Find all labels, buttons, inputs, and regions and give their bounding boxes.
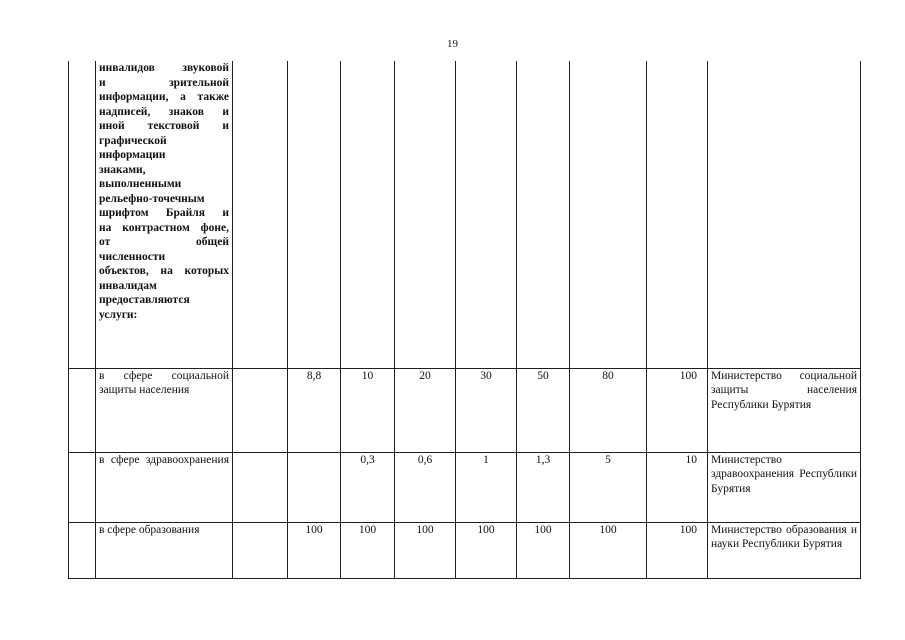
- value-cell: 50: [517, 368, 570, 452]
- value-cell: 100: [517, 522, 570, 578]
- indicator-line: иной текстовой и: [99, 120, 229, 132]
- indicator-name-cell: [96, 61, 233, 368]
- table-row: [69, 368, 861, 452]
- value-cell: [517, 61, 570, 368]
- indicator-line: выполненными: [99, 178, 182, 190]
- value-cell: 0,6: [395, 452, 456, 522]
- indicator-line: шрифтом Брайля и: [99, 207, 229, 219]
- row-label: в сфере социальной защиты населения: [96, 368, 233, 452]
- value-cell: 1: [456, 452, 517, 522]
- value-cell: 0,3: [341, 452, 395, 522]
- table-row: [69, 452, 861, 522]
- responsible-cell: [708, 61, 861, 368]
- value-cell: [233, 61, 288, 368]
- value-cell: 100: [570, 522, 647, 578]
- row-label-text: в сфере здравоохранения: [99, 453, 229, 466]
- value-cell: 8,8: [288, 368, 341, 452]
- value-cell: [395, 61, 456, 368]
- value-cell: [570, 61, 647, 368]
- value-cell: 10: [647, 452, 708, 522]
- indicator-line: предоставляются: [99, 294, 190, 306]
- value-cell: [233, 452, 288, 522]
- indicator-line: информации: [99, 149, 166, 161]
- indicator-line: инвалидов звуковой: [99, 62, 229, 74]
- value-cell: 100: [395, 522, 456, 578]
- value-cell: [233, 522, 288, 578]
- page-number: 19: [447, 38, 458, 50]
- indicator-line: инвалидам: [99, 279, 157, 292]
- value-cell: 1,3: [517, 452, 570, 522]
- value-cell: 20: [395, 368, 456, 452]
- indicator-line: объектов, на которых: [99, 265, 229, 277]
- responsible-cell: Министерство социальной защиты населения Республики Бурятия: [708, 368, 861, 452]
- index-cell: [69, 522, 96, 578]
- indicator-line: надписей, знаков и: [99, 105, 229, 118]
- value-cell: [233, 368, 288, 452]
- indicator-line: рельефно-точечным: [99, 192, 205, 205]
- value-cell: 30: [456, 368, 517, 452]
- index-cell: [69, 61, 96, 368]
- value-cell: [456, 61, 517, 368]
- indicator-line: знаками,: [99, 163, 146, 176]
- value-cell: 10: [341, 368, 395, 452]
- indicator-table: [68, 61, 861, 579]
- value-cell: [288, 61, 341, 368]
- table-row: [69, 522, 861, 578]
- indicator-line: услуги:: [99, 308, 138, 321]
- indicator-line: графической: [99, 134, 167, 147]
- value-cell: 100: [341, 522, 395, 578]
- value-cell: 100: [647, 368, 708, 452]
- value-cell: 100: [288, 522, 341, 578]
- row-label: в сфере образования: [96, 522, 233, 578]
- index-cell: [69, 368, 96, 452]
- responsible-cell: Министерство здравоохранения Республики Бурятия: [708, 452, 861, 522]
- value-cell: 100: [647, 522, 708, 578]
- indicator-line: от общей: [99, 236, 229, 248]
- index-cell: [69, 452, 96, 522]
- value-cell: [341, 61, 395, 368]
- value-cell: 80: [570, 368, 647, 452]
- indicator-line: информации, а также: [99, 91, 229, 103]
- row-label: [96, 452, 233, 522]
- value-cell: 100: [456, 522, 517, 578]
- table-row: [69, 61, 861, 368]
- responsible-cell: Министерство образования и науки Республики Бурятия: [708, 522, 861, 578]
- indicator-line: на контрастном фоне,: [99, 221, 229, 234]
- indicator-line: численности: [99, 250, 166, 263]
- value-cell: 5: [570, 452, 647, 522]
- indicator-line: и зрительной: [99, 76, 229, 89]
- value-cell: [647, 61, 708, 368]
- value-cell: [288, 452, 341, 522]
